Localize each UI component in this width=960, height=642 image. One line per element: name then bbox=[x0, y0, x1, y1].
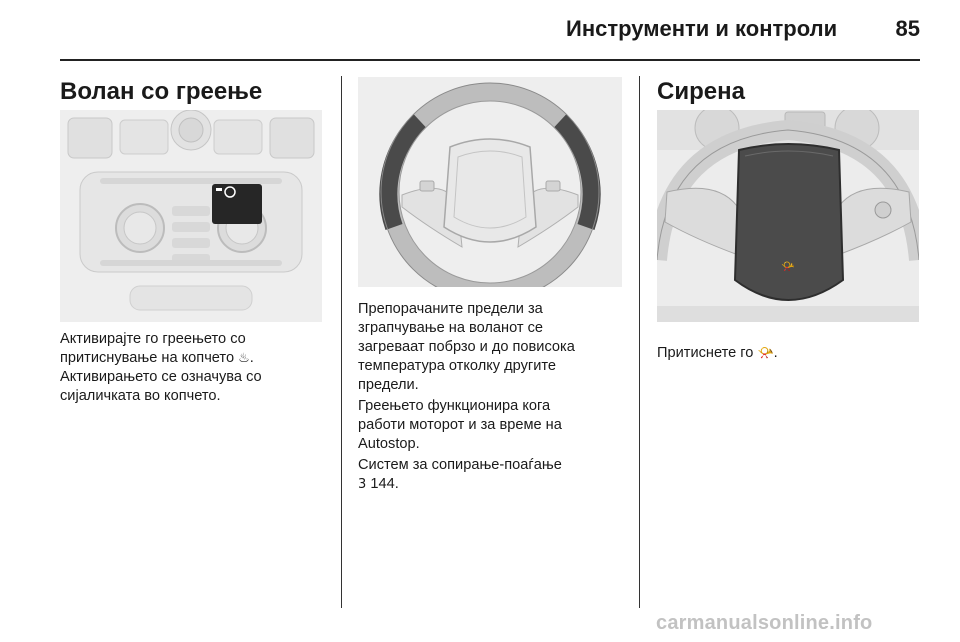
heading-horn: Сирена bbox=[657, 78, 745, 105]
page-number: 85 bbox=[895, 16, 920, 41]
figure-horn-pad bbox=[657, 110, 919, 322]
text-line: Активирајте го греењето со bbox=[60, 331, 246, 347]
text-line: зграпчување на воланот се bbox=[358, 320, 544, 336]
text-segment: . bbox=[773, 345, 778, 361]
paragraph-activation bbox=[60, 330, 330, 406]
svg-text:📯: 📯 bbox=[781, 260, 795, 273]
paragraph-horn bbox=[657, 344, 919, 363]
text-line: работи моторот и за време на bbox=[358, 417, 562, 433]
paragraph-stop-start-reference bbox=[358, 456, 628, 494]
paragraph-heating-function bbox=[358, 397, 628, 454]
text-line: Греењето функционира кога bbox=[358, 398, 551, 414]
figure-steering-wheel-zones bbox=[358, 77, 622, 287]
text-line: Autostop. bbox=[358, 436, 420, 452]
figure-heated-wheel-button bbox=[60, 110, 322, 322]
column-divider-1 bbox=[341, 76, 342, 608]
running-header-title: Инструменти и контроли bbox=[566, 16, 838, 41]
page-reference-link[interactable]: 144. bbox=[370, 476, 399, 492]
text-line: предели. bbox=[358, 377, 419, 393]
column-divider-2 bbox=[639, 76, 640, 608]
text-line: притиснување на копчето bbox=[60, 350, 239, 366]
text-line: загреваат побрзо и до повисока bbox=[358, 339, 575, 355]
text-line: Систем за сопирање-поаѓање bbox=[358, 457, 562, 473]
text-line: . bbox=[249, 350, 254, 366]
watermark: carmanualsonline.info bbox=[656, 612, 873, 634]
text-line: Препорачаните предели за bbox=[358, 301, 543, 317]
text-line: Активирањето се означува со bbox=[60, 369, 262, 385]
text-segment: Притиснете го bbox=[657, 345, 758, 361]
heated-steering-wheel-icon: ♨ bbox=[238, 351, 250, 366]
text-line: сијаличката во копчето. bbox=[60, 388, 221, 404]
heading-heated-steering-wheel: Волан со греење bbox=[60, 78, 263, 105]
horn-icon: 📯 bbox=[757, 346, 774, 361]
page-reference-arrow-icon: 3 bbox=[358, 477, 367, 492]
text-line: температура отколку другите bbox=[358, 358, 556, 374]
header-rule bbox=[60, 59, 920, 61]
paragraph-recommended-zones bbox=[358, 300, 628, 395]
